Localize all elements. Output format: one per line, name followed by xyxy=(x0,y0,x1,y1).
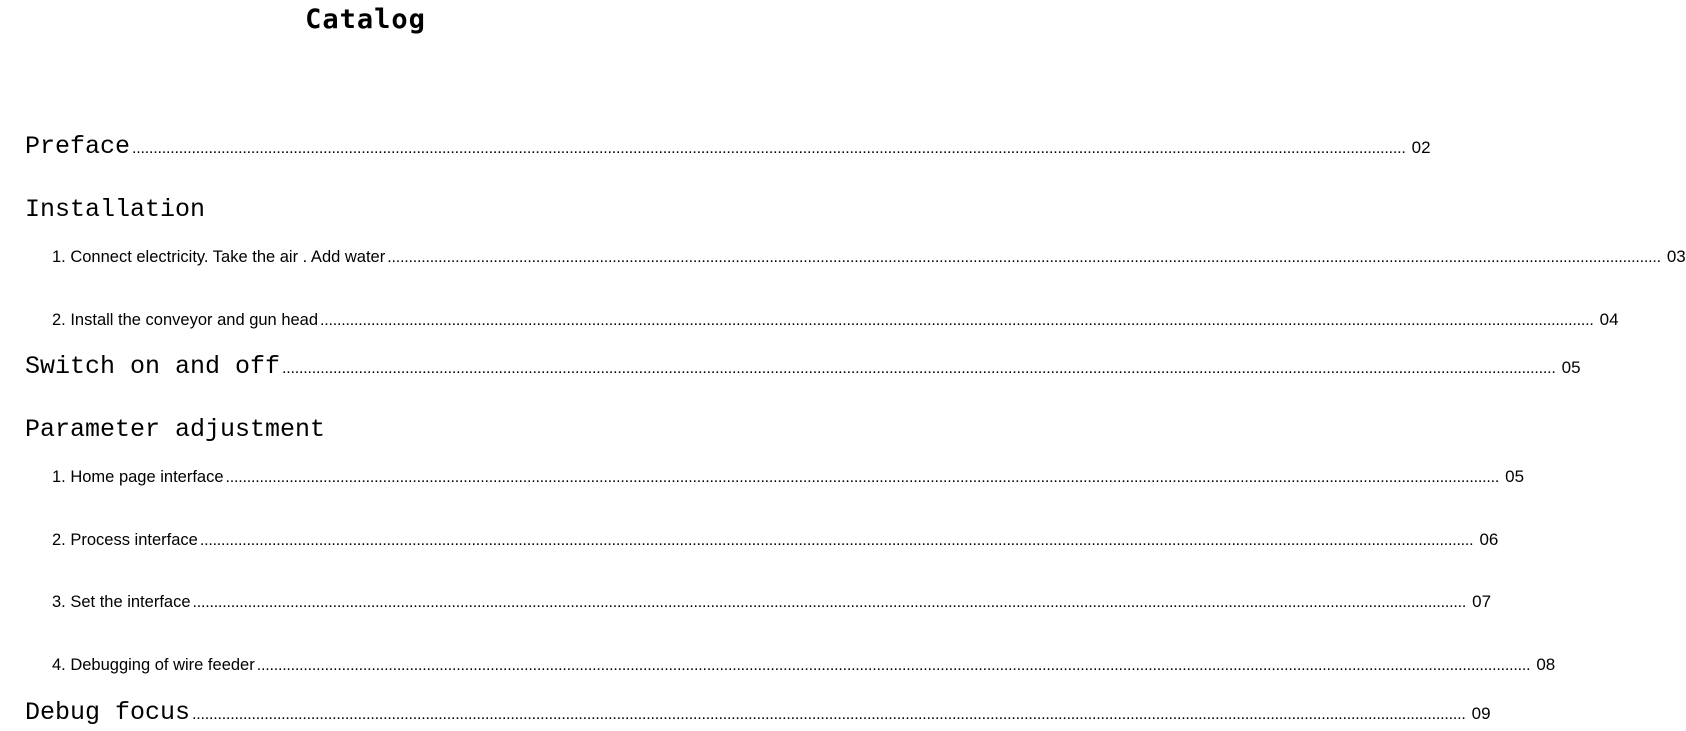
toc-page-number: 03 xyxy=(1666,247,1686,266)
dot-leader: ............................................................................................................................................................................................................................................................................................................ xyxy=(225,469,1500,486)
toc-entry-preface[interactable] xyxy=(25,131,1431,165)
dot-leader: ............................................................................................................................................................................................................................................................................................................ xyxy=(320,312,1594,329)
toc-entry-wire-feeder-debugging[interactable] xyxy=(52,653,1556,678)
dot-leader: ............................................................................................................................................................................................................................................................................................................ xyxy=(387,249,1661,266)
toc-entry-debug-focus[interactable] xyxy=(25,697,1491,731)
toc-label: 4. Debugging of wire feeder xyxy=(52,656,255,674)
toc-label: Switch on and off xyxy=(25,352,281,381)
toc-label: Debug focus xyxy=(25,698,191,727)
toc-section-installation[interactable]: Installation xyxy=(25,195,206,224)
toc-page-number: 05 xyxy=(1561,358,1581,377)
toc-label: 1. Connect electricity. Take the air . Add water xyxy=(52,248,386,266)
toc-entry-switch-on-off[interactable] xyxy=(25,351,1581,385)
catalog-title: Catalog xyxy=(305,4,426,35)
toc-entry-set-the-interface[interactable] xyxy=(52,590,1492,615)
dot-leader: ............................................................................................................................................................................................................................................................................................................ xyxy=(199,532,1474,549)
toc-entry-install-conveyor[interactable] xyxy=(52,308,1619,333)
toc-entry-home-page-interface[interactable] xyxy=(52,465,1525,490)
dot-leader: ............................................................................................................................................................................................................................................................................................................ xyxy=(192,706,1466,723)
toc-section-parameter-adjustment[interactable]: Parameter adjustment xyxy=(25,415,326,444)
toc-page-number: 02 xyxy=(1411,138,1431,157)
toc-page-number: 07 xyxy=(1472,592,1492,611)
toc-page-number: 06 xyxy=(1479,530,1499,549)
toc-entry-process-interface[interactable] xyxy=(52,528,1499,553)
toc-label: Preface xyxy=(25,132,131,161)
toc-label: 3. Set the interface xyxy=(52,593,191,611)
toc-page-number: 08 xyxy=(1536,655,1556,674)
toc-label: 2. Process interface xyxy=(52,531,198,549)
dot-leader: ............................................................................................................................................................................................................................................................................................................ xyxy=(256,657,1531,674)
dot-leader: ............................................................................................................................................................................................................................................................................................................ xyxy=(282,360,1556,377)
toc-page-number: 09 xyxy=(1471,704,1491,723)
toc-page-number: 04 xyxy=(1599,310,1619,329)
dot-leader: ............................................................................................................................................................................................................................................................................................................ xyxy=(132,140,1406,157)
toc-label: 2. Install the conveyor and gun head xyxy=(52,311,319,329)
toc-entry-connect-electricity[interactable] xyxy=(52,245,1686,270)
toc-page-number: 05 xyxy=(1505,467,1525,486)
dot-leader: ............................................................................................................................................................................................................................................................................................................ xyxy=(192,594,1467,611)
toc-label: 1. Home page interface xyxy=(52,468,224,486)
